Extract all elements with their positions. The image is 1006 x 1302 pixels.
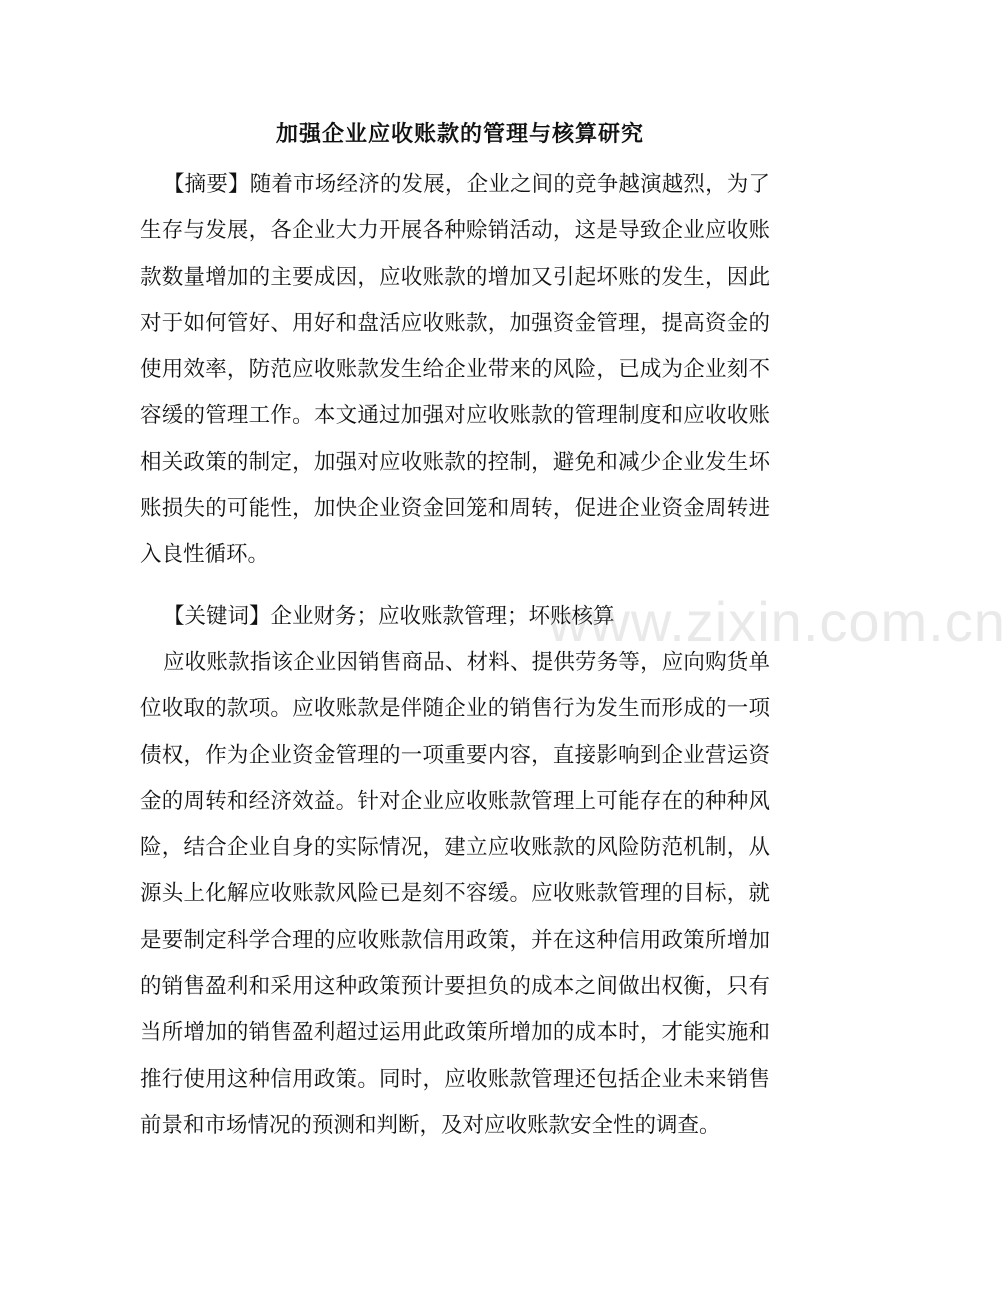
abstract-paragraph xyxy=(140,162,770,579)
keywords-text: 企业财务；应收账款管理；坏账核算 xyxy=(270,604,615,629)
body-paragraph: 应收账款指该企业因销售商品、材料、提供劳务等，应向购货单位收取的款项。应收账款是伴随企业的销售行为发生而形成的一项债权，作为企业资金管理的一项重要内容，直接影响到企业营运资金的周转和经济效益。针对企业应收账款管理上可能存在的种种风险，结合企业自身的实际情况，建立应收账款的风险防范机制，从源头上化解应收账款风险已是刻不容缓。应收账款管理的目标，就是要制定科学合理的应收账款信用政策，并在这种信用政策所增加的销售盈利和采用这种政策预计要担负的成本之间做出权衡，只有当所增加的销售盈利超过运用此政策所增加的成本时，才能实施和推行使用这种信用政策。同时，应收账款管理还包括企业未来销售前景和市场情况的预测和判断，及对应收账款安全性的调查。 xyxy=(140,650,770,1138)
document-title: 加强企业应收账款的管理与核算研究 xyxy=(275,121,644,147)
abstract-label: 【摘要】 xyxy=(163,172,250,197)
keywords-paragraph xyxy=(140,594,770,640)
watermark: www.zixin.com.cn xyxy=(548,590,1006,653)
keywords-label: 【关键词】 xyxy=(163,604,271,629)
abstract-text: 随着市场经济的发展，企业之间的竞争越演越烈，为了生存与发展，各企业大力开展各种赊销活动，这是导致企业应收账款数量增加的主要成因，应收账款的增加又引起坏账的发生，因此对于如何管好、用好和盘活应收账款，加强资金管理，提高资金的使用效率，防范应收账款发生给企业带来的风险，已成为企业刻不容缓的管理工作。本文通过加强对应收账款的管理制度和应收收账相关政策的制定，加强对应收账款的控制，避免和减少企业发生坏账损失的可能性，加快企业资金回笼和周转，促进企业资金周转进入良性循环。 xyxy=(140,172,770,568)
